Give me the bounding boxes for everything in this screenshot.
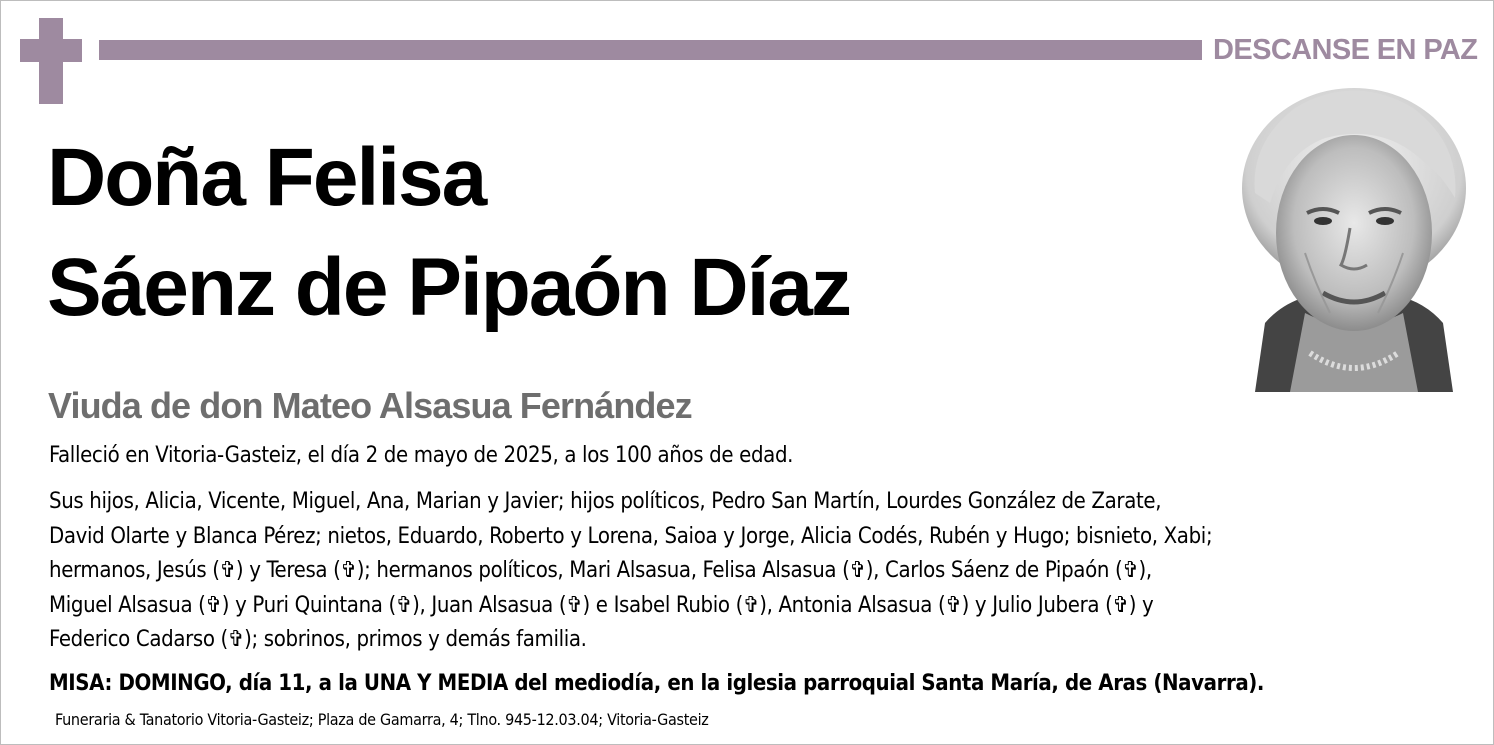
funeral-home-info: Funeraria & Tanatorio Vitoria-Gasteiz; Plaza de Gamarra, 4; Tlno. 945-12.03.04; Vitoria-Gasteiz <box>55 710 709 729</box>
family-line: David Olarte y Blanca Pérez; nietos, Eduardo, Roberto y Lorena, Saioa y Jorge, Alicia Codés, Rubén y Hugo; bisnieto, Xabi; <box>49 523 1213 549</box>
family-line: Sus hijos, Alicia, Vicente, Miguel, Ana, Marian y Javier; hijos políticos, Pedro San Martín, Lourdes González de Zarate, <box>49 489 1162 514</box>
widow-of-line: Viuda de don Mateo Alsasua Fernández <box>48 385 692 426</box>
mass-info: MISA: DOMINGO, día 11, a la UNA Y MEDIA del mediodía, en la iglesia parroquial Santa María, de Aras (Navarra). <box>49 671 1265 696</box>
deceased-name <box>47 123 1197 343</box>
death-notice: Falleció en Vitoria-Gasteiz, el día 2 de mayo de 2025, a los 100 años de edad. <box>49 443 794 468</box>
family-line: hermanos, Jesús (✞) y Teresa (✞); hermanos políticos, Mari Alsasua, Felisa Alsasua (✞), Carlos Sáenz de Pipaón (✞), <box>49 558 1152 583</box>
header-bar <box>99 40 1202 60</box>
header-label: DESCANSE EN PAZ <box>1213 34 1478 66</box>
family-line: Federico Cadarso (✞); sobrinos, primos y demás familia. <box>49 627 587 652</box>
family-line: Miguel Alsasua (✞) y Puri Quintana (✞), Juan Alsasua (✞) e Isabel Rubio (✞), Antonia Alsasua (✞) y Julio Jubera (✞) y <box>49 592 1154 618</box>
portrait-photo <box>1235 83 1473 392</box>
name-line-2: Sáenz de Pipaón Díaz <box>47 242 850 333</box>
family-list <box>49 485 1449 658</box>
name-line-1: Doña Felisa <box>47 132 486 223</box>
cross-icon <box>20 18 82 104</box>
